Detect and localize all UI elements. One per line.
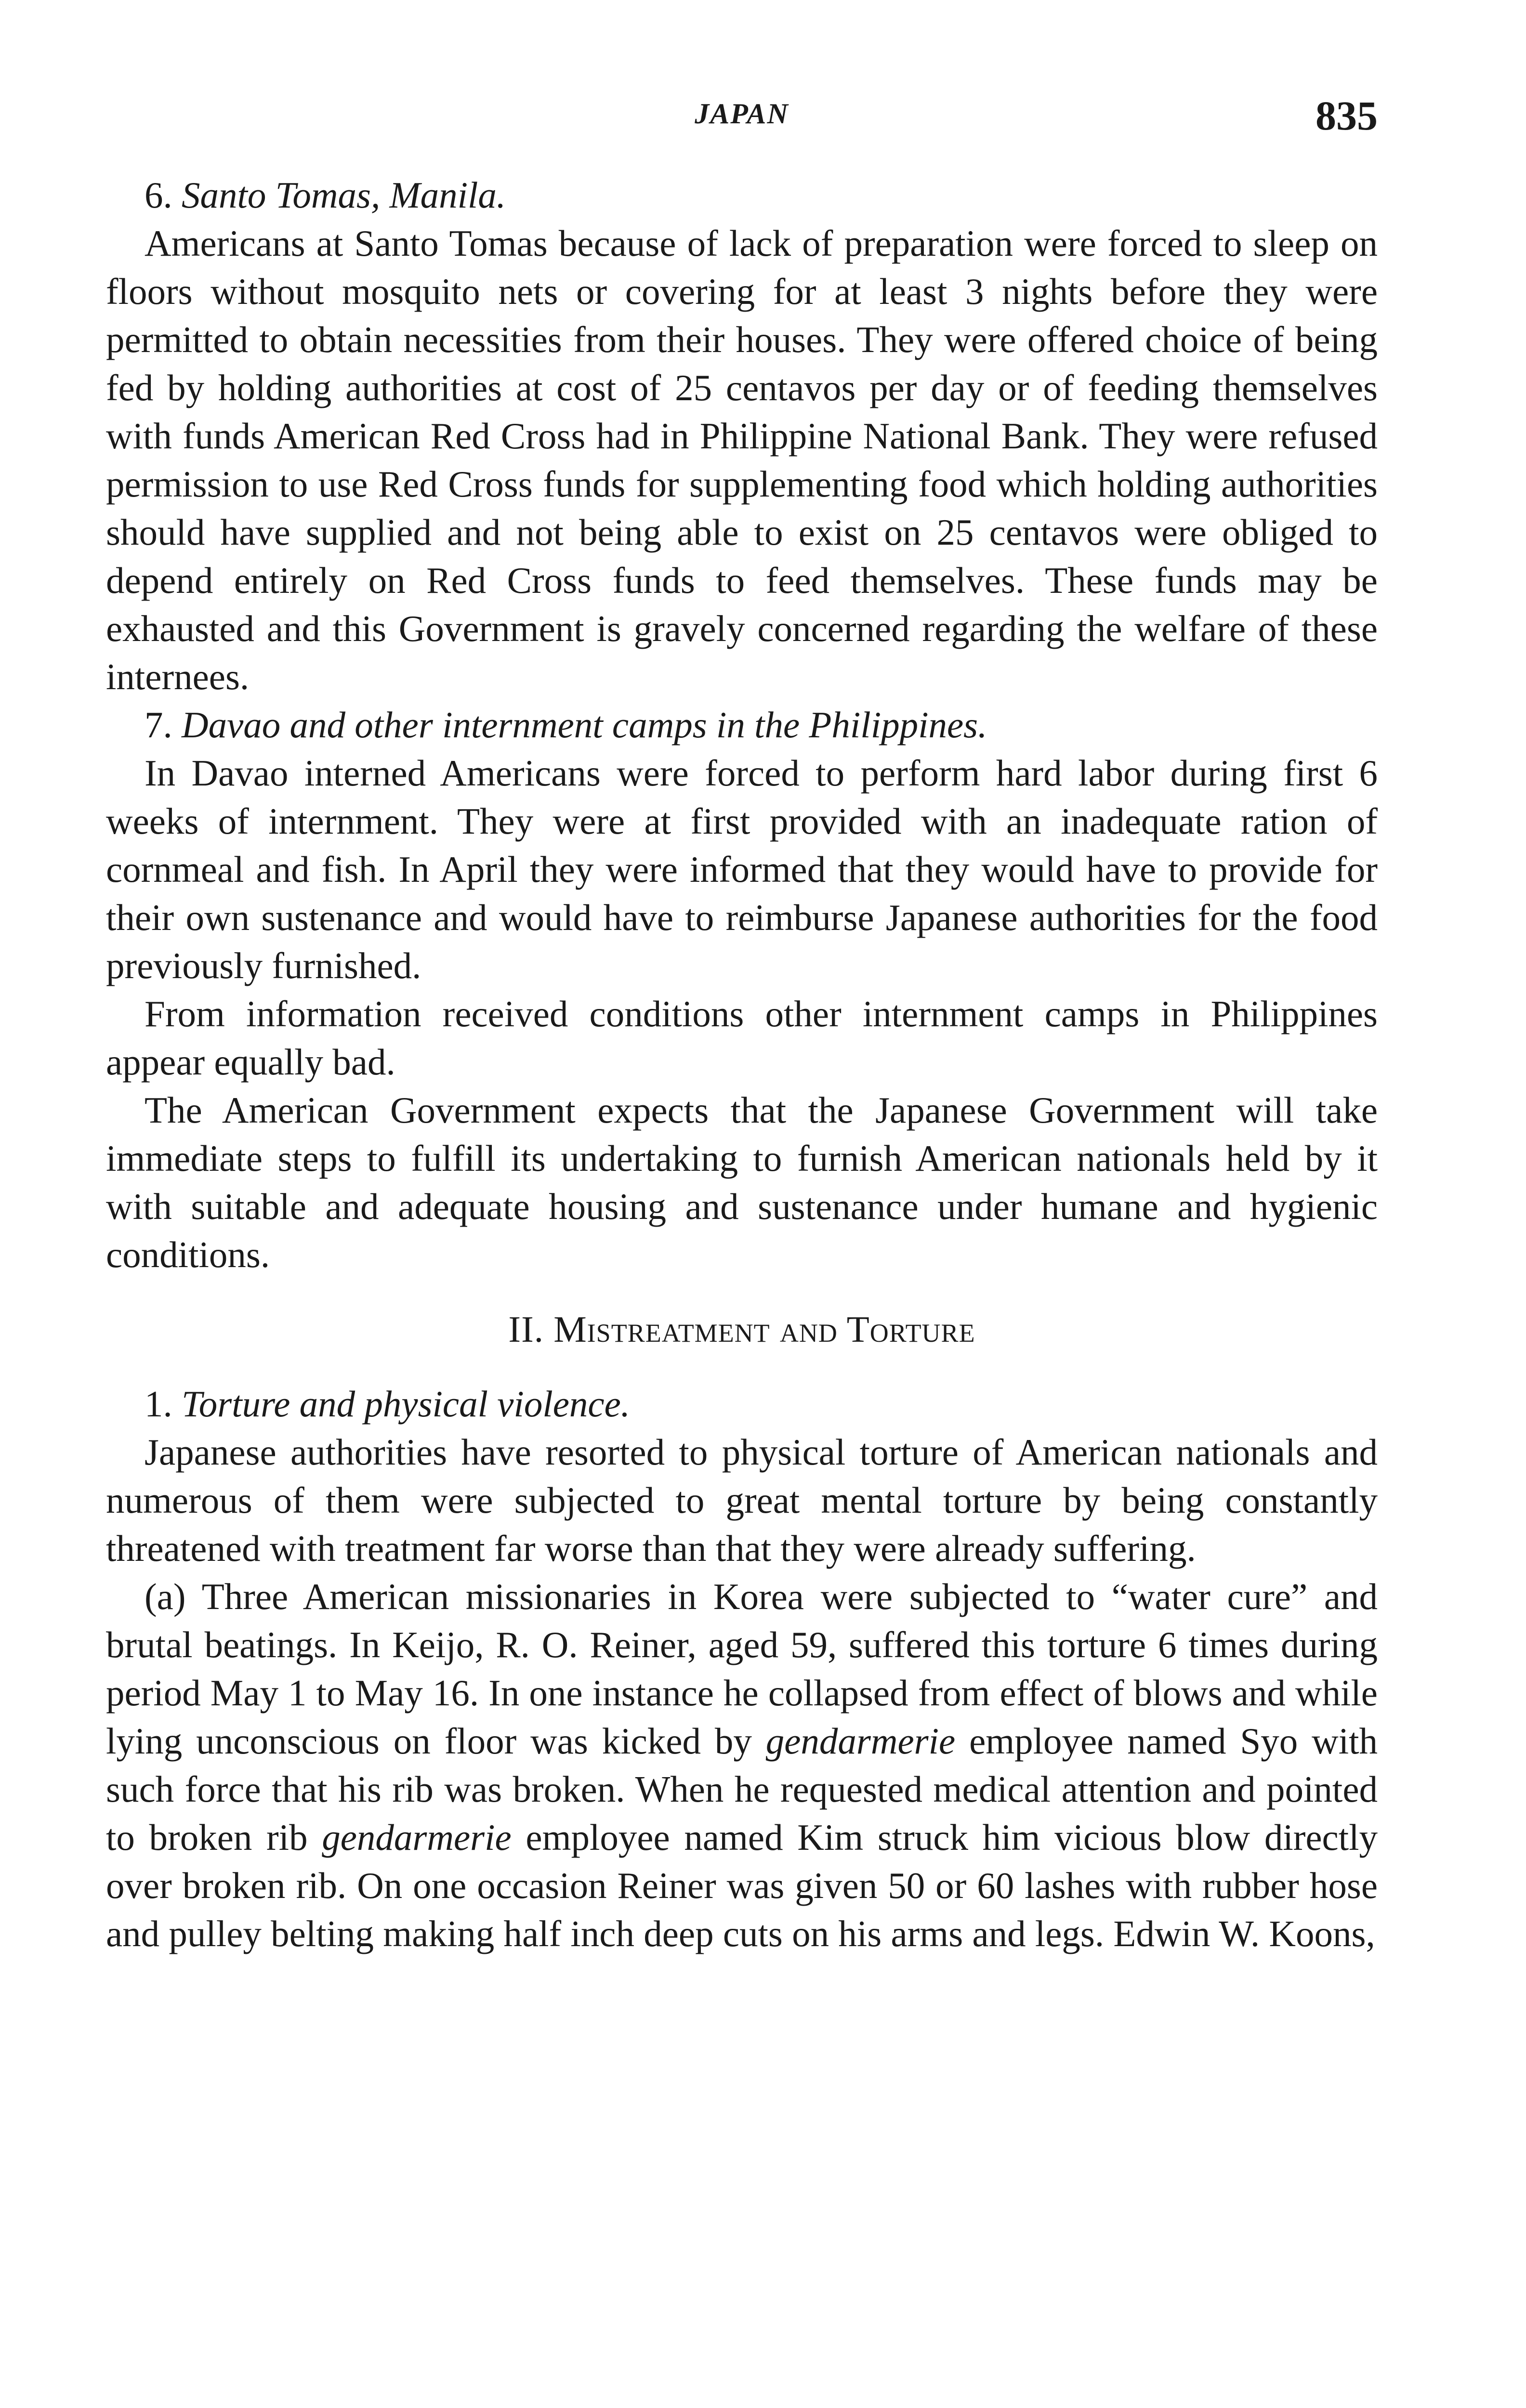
page-number: 835 bbox=[1316, 92, 1378, 139]
subheading-number: 7. bbox=[145, 704, 172, 746]
italic-term: gendarmerie bbox=[765, 1720, 956, 1762]
subheading-title: Santo Tomas, Manila. bbox=[182, 174, 506, 216]
subheading-santo-tomas bbox=[106, 171, 1378, 219]
subheading-davao bbox=[106, 701, 1378, 749]
paragraph: From information received conditions other internment camps in Philippines appear equally bad. bbox=[106, 993, 1378, 1083]
paragraph-text: Three American missionaries in Korea were subjected to “water cure” and brutal beatings. In Keijo, R. O. Reiner, aged 59, suffered this torture 6 times during period May 1 to May 16. In one instance he collapsed from effect of blows and while lying unconscious on floor was kicked by bbox=[106, 1576, 1378, 1762]
section-number: II. bbox=[508, 1309, 544, 1350]
subheading-torture bbox=[106, 1380, 1378, 1428]
running-header bbox=[106, 92, 1378, 144]
running-title: JAPAN bbox=[695, 98, 789, 130]
paragraph: The American Government expects that the Japanese Government will take immediate steps to fulfill its undertaking to furnish American nationals held by it with suitable and adequate housing and sustenance under humane and hygienic conditions. bbox=[106, 1089, 1378, 1275]
paragraph: Japanese authorities have resorted to physical torture of American nationals and numerous of them were subjected to great mental torture by being constantly threatened with treatment far worse than that they were already suffering. bbox=[106, 1431, 1378, 1569]
italic-term: gendarmerie bbox=[322, 1817, 512, 1858]
subheading-title: Davao and other internment camps in the Philippines. bbox=[182, 704, 987, 746]
subheading-number: 6. bbox=[145, 174, 172, 216]
paragraph: Americans at Santo Tomas because of lack of preparation were forced to sleep on floors without mosquito nets or covering for at least 3 nights before they were permitted to obtain necessities from their houses. They were offered choice of being fed by holding authorities at cost of 25 centavos per day or of feeding themselves with funds American Red Cross had in Philippine National Bank. They were refused permission to use Red Cross funds for supplementing food which holding authorities should have supplied and not being able to exist on 25 centavos were obliged to depend entirely on Red Cross funds to feed themselves. These funds may be exhausted and this Government is gravely concerned regarding the welfare of these internees. bbox=[106, 222, 1378, 697]
body-text bbox=[106, 171, 1378, 1958]
paragraph-text: employee named Syo with such force that his rib was broken. When he requested medical attention and pointed to broken rib bbox=[106, 1720, 1378, 1858]
subheading-title: Torture and physical violence. bbox=[182, 1383, 630, 1425]
paragraph-text: employee named Kim struck him vicious blow directly over broken rib. On one occasion Reiner was given 50 or 60 lashes with rubber hose and pulley belting making half inch deep cuts on his arms and legs. Edwin W. Koons, bbox=[106, 1817, 1378, 1954]
item-label: (a) bbox=[145, 1576, 186, 1617]
paragraph: In Davao interned Americans were forced to perform hard labor during first 6 weeks of internment. They were at first provided with an inadequate ration of cornmeal and fish. In April they were informed that they would have to provide for their own sustenance and would have to reimburse Japanese authorities for the food previously furnished. bbox=[106, 752, 1378, 986]
section-title bbox=[106, 1305, 1378, 1353]
subheading-number: 1. bbox=[145, 1383, 172, 1425]
section-title-text: Mistreatment and Torture bbox=[553, 1309, 975, 1350]
paragraph-a bbox=[106, 1572, 1378, 1958]
